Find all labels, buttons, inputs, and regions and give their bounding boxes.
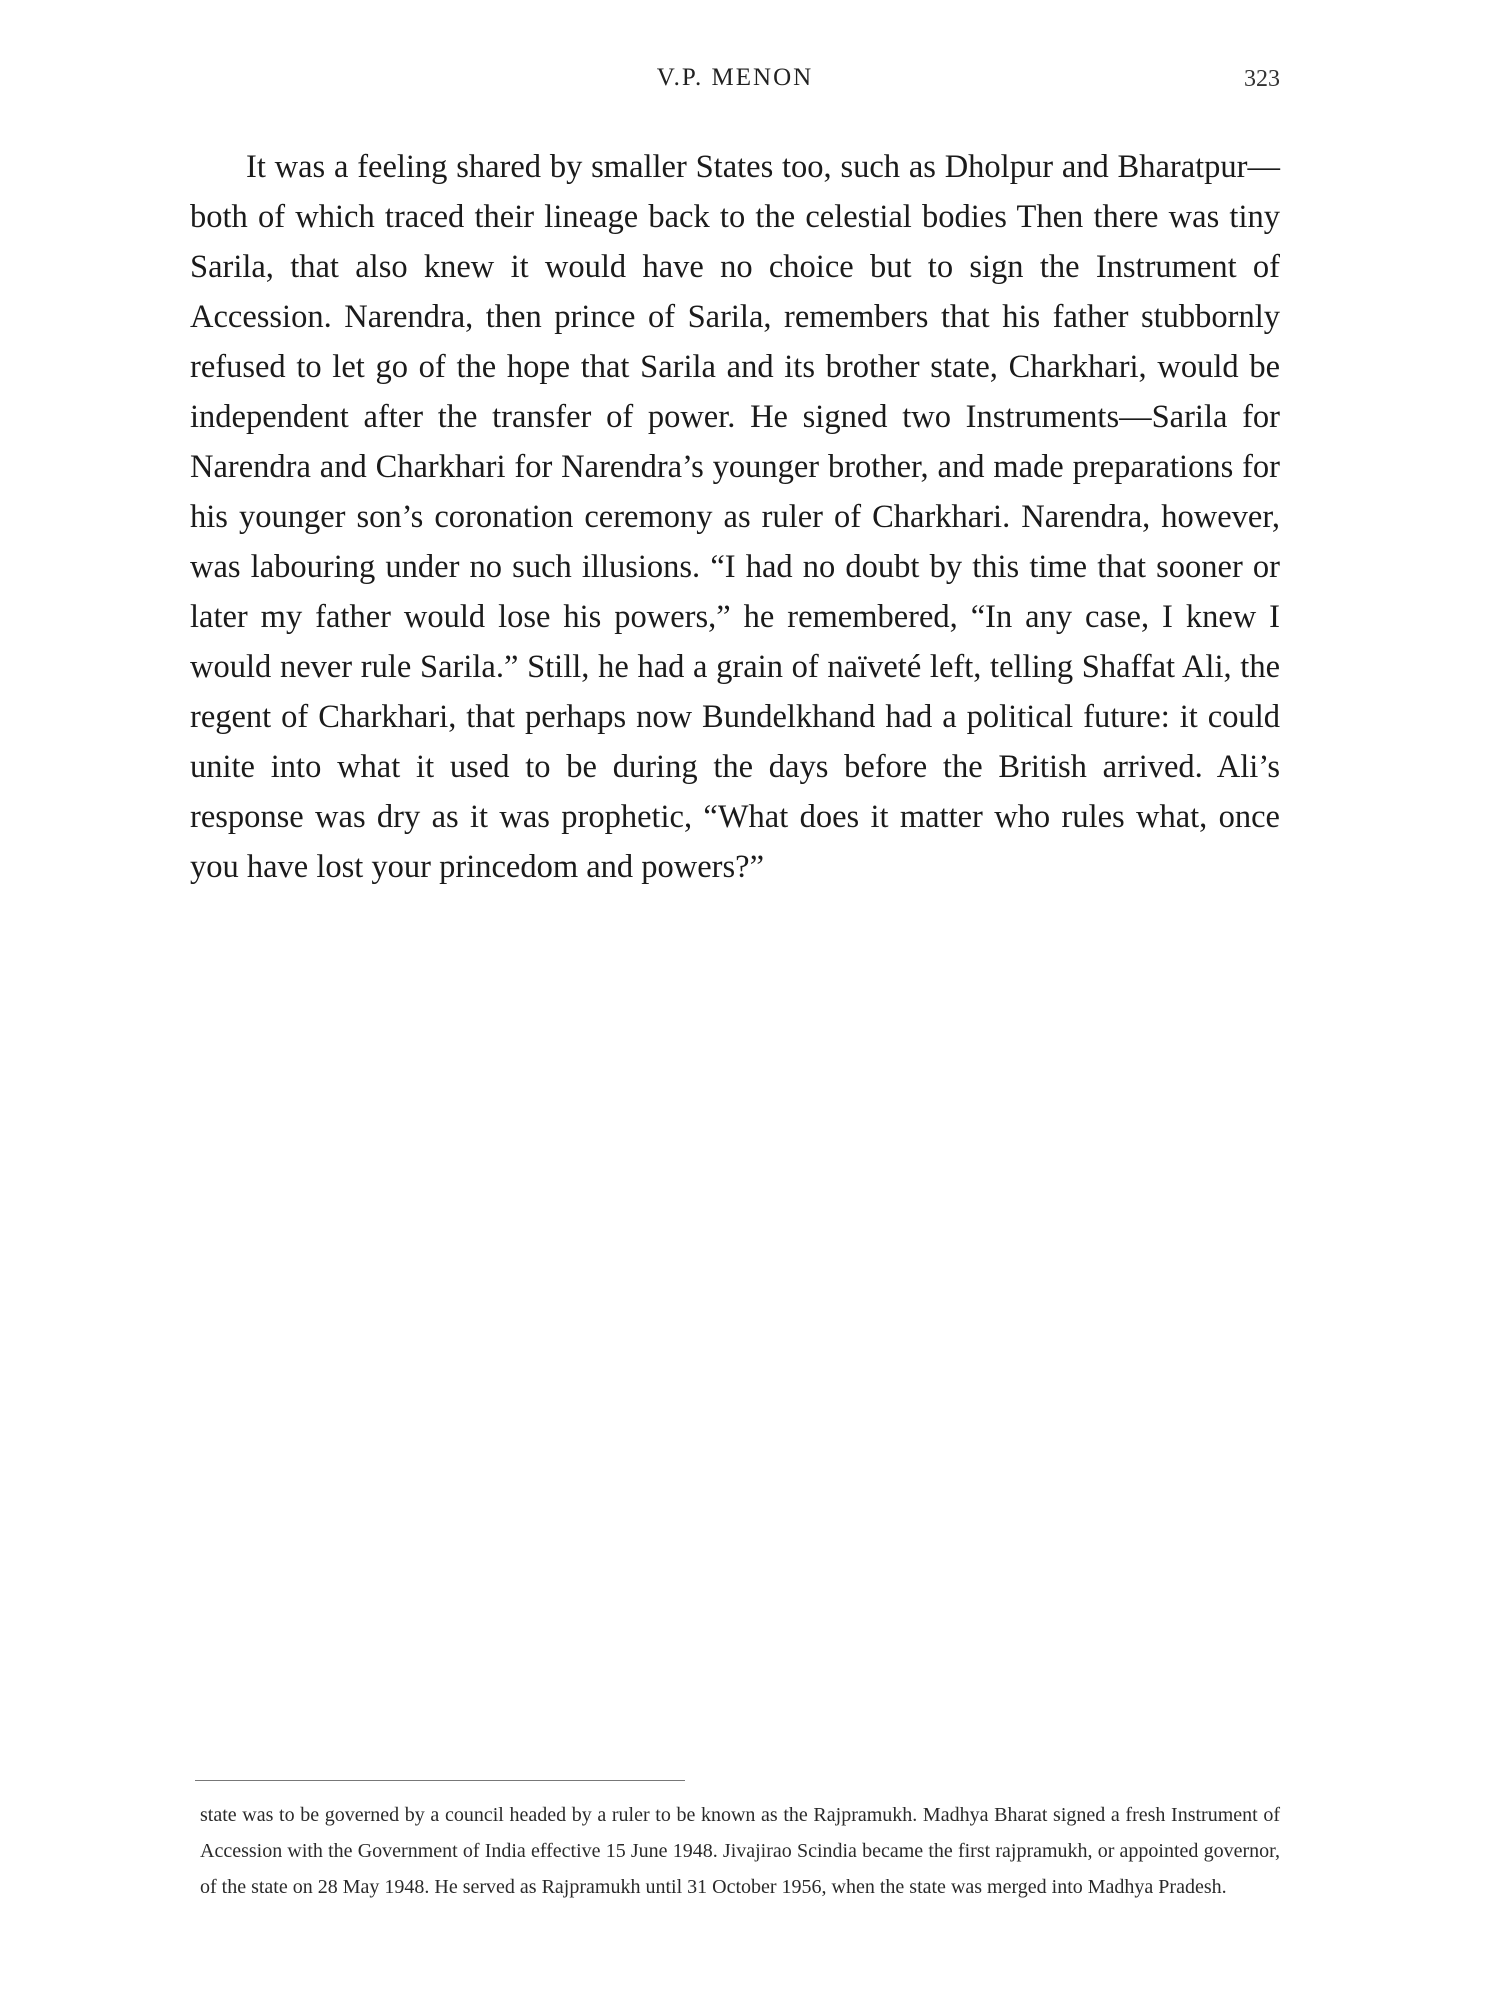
footnote-divider [195,1780,685,1781]
body-paragraph: It was a feeling shared by smaller States too, such as Dholpur and Bharatpur—both of which traced their lineage back to the celestial bodies Then there was tiny Sarila, that also knew it would have no choice but to sign the Instrument of Accession. Narendra, then prince of Sarila, remembers that his father stubbornly refused to let go of the hope that Sarila and its brother state, Charkhari, would be independent after the transfer of power. He signed two Instruments—Sarila for Narendra and Charkhari for Narendra’s younger brother, and made preparations for his younger son’s coronation ceremony as ruler of Charkhari. Narendra, however, was labouring under no such illusions. “I had no doubt by this time that sooner or later my father would lose his powers,” he remembered, “In any case, I knew I would never rule Sarila.” Still, he had a grain of naïveté left, telling Shaffat Ali, the regent of Charkhari, that perhaps now Bundelkhand had a political future: it could unite into what it used to be during the days before the British arrived. Ali’s response was dry as it was prophetic, “What does it matter who rules what, once you have lost your princedom and powers?” [190,149,1280,885]
running-title: V.P. MENON [656,64,814,91]
footnote-text: state was to be governed by a council headed by a ruler to be known as the Rajpramukh. Madhya Bharat signed a fresh Instrument of Accession with the Government of India effective 15 June 1948. Jivajirao Scindia became the first rajpramukh, or appointed governor, of the state on 28 May 1948. He served as Rajpramukh until 31 October 1956, when the state was merged into Madhya Pradesh. [200,1804,1280,1898]
page-number: 323 [1244,66,1280,92]
running-header [190,64,1280,104]
